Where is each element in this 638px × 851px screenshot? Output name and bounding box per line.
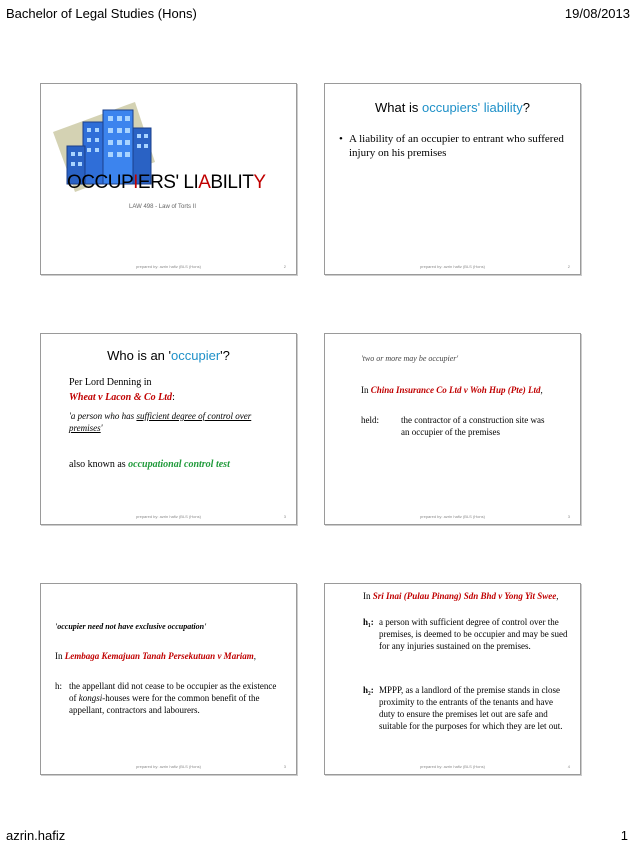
slide-footer: prepared by: azrin hafiz (BLS (Hons)	[420, 514, 485, 519]
held-text: the contractor of a construction site was an occupier of the premises	[401, 415, 545, 437]
held-label: held:	[361, 415, 379, 425]
slide-number: 3	[283, 764, 286, 769]
slide-1	[40, 83, 297, 275]
slide-6	[324, 583, 581, 775]
slide-2	[324, 83, 581, 275]
case-name: Wheat v Lacon & Co Ltd:	[69, 392, 175, 403]
slide-footer: prepared by: azrin hafiz (BLS (Hons)	[420, 264, 485, 269]
case-name: In Sri Inai (Pulau Pinang) Sdn Bhd v Yong Yit Swee,	[363, 591, 559, 601]
slide-title: What is occupiers' liability?	[375, 100, 530, 115]
slide-number: 3	[567, 514, 570, 519]
body-line: Per Lord Denning in	[69, 377, 152, 388]
case-name: In China Insurance Co Ltd v Woh Hup (Pte) Ltd,	[361, 385, 543, 395]
h-text: the appellant did not cease to be occupier as the existence of kongsi-houses were for the common benefit of the appellant, contractors and labourers.	[69, 681, 277, 715]
slide-footer: prepared by: azrin hafiz (BLS (Hons)	[136, 514, 201, 519]
h1-text: a person with sufficient degree of control over the premises, is deemed to be occupier and may be sued for any injuries sustained on the premises.	[379, 617, 568, 651]
slide-number: 2	[567, 264, 570, 269]
footer-author: azrin.hafiz	[6, 828, 66, 843]
slide-title: OCCUPIERS' LIABILITY	[67, 172, 266, 193]
h2-label: h₂:	[363, 685, 374, 695]
slide-footer: prepared by: azrin hafiz (BLS (Hons)	[136, 764, 201, 769]
case-name: In Lembaga Kemajuan Tanah Persekutuan v Mariam,	[55, 651, 256, 661]
header-date: 19/08/2013	[564, 6, 630, 21]
slide-number: 4	[567, 764, 570, 769]
quote: 'occupier need not have exclusive occupation'	[55, 622, 207, 631]
slide-subtitle: LAW 498 - Law of Torts II	[129, 204, 197, 210]
slide-number: 2	[283, 264, 286, 269]
h-label: h:	[55, 681, 63, 691]
slide-3	[40, 333, 297, 525]
quote: 'two or more may be occupier'	[361, 354, 459, 363]
header-title: Bachelor of Legal Studies (Hons)	[6, 6, 197, 21]
slide-4	[324, 333, 581, 525]
quote: 'a person who has sufficient degree of control over premises'	[69, 411, 252, 433]
slide-number: 3	[283, 514, 286, 519]
also-known-as: also known as occupational control test	[69, 459, 230, 470]
slide-5	[40, 583, 297, 775]
slide-title: Who is an 'occupier'?	[107, 348, 230, 363]
h2-text: MPPP, as a landlord of the premise stands in close proximity to the entrants of the tenants and have duty to ensure the premises let out are safe and suitable for the purposes for which they are let out.	[379, 685, 563, 731]
slide-footer: prepared by: azrin hafiz (BLS (Hons)	[136, 264, 201, 269]
slide-footer: prepared by: azrin hafiz (BLS (Hons)	[420, 764, 485, 769]
bullet-item: • A liability of an occupier to entrant who suffered injury on his premises	[339, 133, 564, 159]
h1-label: h₁:	[363, 617, 374, 627]
footer-page-number: 1	[620, 828, 628, 843]
